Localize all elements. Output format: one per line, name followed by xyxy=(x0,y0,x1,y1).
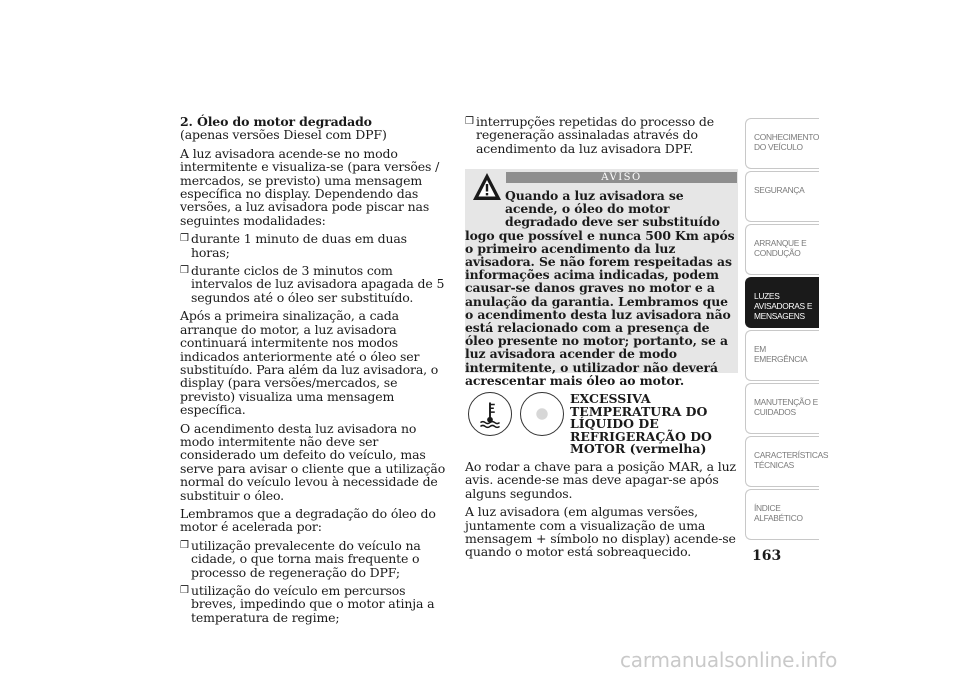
chapter-tab[interactable]: ÍNDICE ALFABÉTICO xyxy=(745,489,819,540)
bullet-text: utilização do veículo em percursos breves, impedindo que o motor atinja a temperatura de regime; xyxy=(191,583,435,625)
temperature-section xyxy=(465,460,740,564)
temperature-heading: EXCESSIVA TEMPERATURA DO LÍQUIDO DE REFRIGERAÇÃO DO MOTOR (vermelha) xyxy=(570,391,712,457)
chapter-tabs xyxy=(745,118,829,542)
bullet-icon: ❒ xyxy=(180,539,189,551)
bullet-icon: ❒ xyxy=(180,585,189,596)
right-column xyxy=(465,115,740,160)
bullet-item xyxy=(180,584,446,624)
bullet-item xyxy=(465,115,740,155)
coolant-temperature-icon xyxy=(468,392,512,436)
section-subheading: (apenas versões Diesel com DPF) xyxy=(180,127,387,143)
paragraph: Ao rodar a chave para a posição MAR, a luz avis. acende-se mas deve apagar-se após alguns segundos. xyxy=(465,459,736,501)
bullet-icon: ❒ xyxy=(180,233,189,245)
bullet-item xyxy=(180,264,446,304)
warning-title: AVISO xyxy=(506,172,737,183)
page-number: 163 xyxy=(752,548,782,564)
indicator-light-icon xyxy=(520,392,564,436)
bullet-text: interrupções repetidas do processo de regeneração assinaladas através do acendimento da luz avisadora DPF. xyxy=(476,114,714,156)
bullet-item xyxy=(180,232,446,259)
chapter-tab[interactable]: EM EMERGÊNCIA xyxy=(745,330,819,381)
paragraph: A luz avisadora acende-se no modo intermitente e visualiza-se (para versões / mercados, se previsto) uma mensagem específica no display. Dependendo das versões, a luz avisadora pode piscar nas seguintes modalidades: xyxy=(180,145,440,228)
paragraph: O acendimento desta luz avisadora no modo intermitente não deve ser considerado um defeito do veículo, mas serve para avisar o cliente que a utilização normal do veículo levou à necessidade de substituir o óleo. xyxy=(180,420,446,503)
chapter-tab[interactable]: LUZES AVISADORAS E MENSAGENS xyxy=(745,277,819,328)
warning-text xyxy=(465,189,735,387)
watermark: carmanualsonline.info xyxy=(620,648,838,672)
chapter-tab[interactable]: CONHECIMENTO DO VEÍCULO xyxy=(745,118,819,169)
bullet-icon: ❒ xyxy=(465,116,474,127)
warning-text-content: Quando a luz avisadora se acende, o óleo do motor degradado deve ser substituído logo que possível e nunca 500 Km após o primeiro acendimento da luz avisadora. Se não forem respeitadas as informações acima indicadas, podem causar-se danos graves no motor e a anulação da garantia. Lembramos que o acendimento desta luz avisadora não está relacionado com a presença de óleo presente no motor; portanto, se a luz avisadora acender de modo intermitente, o utilizador não deverá acrescentar mais óleo ao motor. xyxy=(465,188,735,388)
warning-box xyxy=(465,169,738,388)
bullet-item xyxy=(180,539,446,579)
chapter-tab[interactable]: ARRANQUE E CONDUÇÃO xyxy=(745,224,819,275)
section-heading: 2. Óleo do motor degradado xyxy=(180,114,372,129)
left-column xyxy=(180,115,446,629)
bullet-text: durante ciclos de 3 minutos com intervalos de luz avisadora apagada de 5 segundos até o óleo ser substituído. xyxy=(191,263,445,305)
chapter-tab[interactable]: CARACTERÍSTICAS TÉCNICAS xyxy=(745,436,819,487)
bullet-text: utilização prevalecente do veículo na cidade, o que torna mais frequente o processo de regeneração do DPF; xyxy=(191,537,421,580)
indicator-icons xyxy=(468,392,568,438)
paragraph: Lembramos que a degradação do óleo do motor é acelerada por: xyxy=(180,505,436,535)
paragraph: Após a primeira sinalização, a cada arranque do motor, a luz avisadora continuará intermitente nos modos indicados anteriormente até o óleo ser substituído. Para além da luz avisadora, o display (para versões/mercados, se previsto) visualiza uma mensagem específica. xyxy=(180,308,439,418)
paragraph: A luz avisadora (em algumas versões, juntamente com a visualização de uma mensagem + símbolo no display) acende-se quando o motor está sobreaquecido. xyxy=(465,504,736,560)
chapter-tab[interactable]: MANUTENÇÃO E CUIDADOS xyxy=(745,383,819,434)
bullet-text: durante 1 minuto de duas em duas horas; xyxy=(191,231,407,260)
chapter-tab[interactable]: SEGURANÇA xyxy=(745,171,819,222)
bullet-icon: ❒ xyxy=(180,265,189,277)
